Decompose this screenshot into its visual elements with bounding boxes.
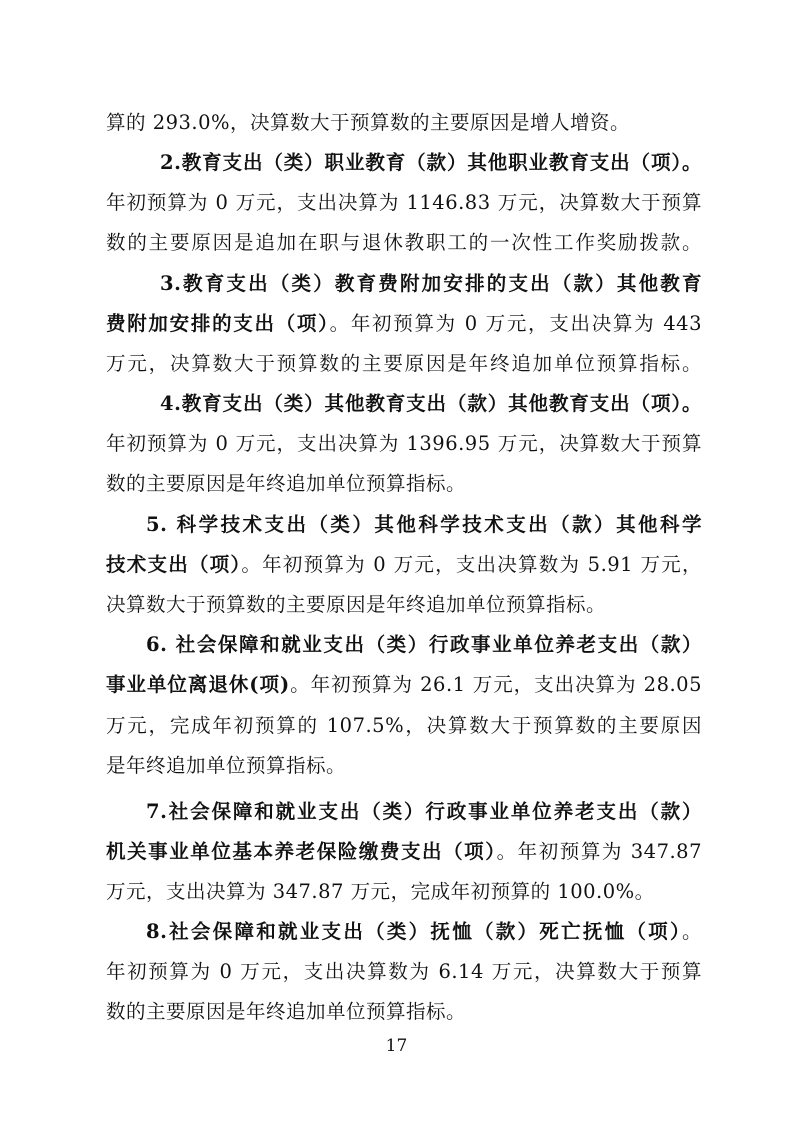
- paragraph-line: 年初预算为 0 万元，支出决算为 1396.95 万元，决算数大于预算: [106, 432, 702, 455]
- paragraph-line: 是年终追加单位预算指标。: [106, 754, 347, 777]
- section-heading-line: 事业单位离退休(项)。年初预算为 26.1 万元，支出决算为 28.05: [106, 673, 702, 696]
- paragraph-line: 年初预算为 0 万元，支出决算为 1146.83 万元，决算数大于预算: [106, 191, 702, 214]
- section-heading-line: 费附加安排的支出（项）。年初预算为 0 万元，支出决算为 443: [106, 312, 702, 335]
- paragraph-line: 算的 293.0%，决算数大于预算数的主要原因是增人增资。: [106, 111, 631, 134]
- paragraph-line: 万元，决算数大于预算数的主要原因是年终追加单位预算指标。: [106, 352, 702, 375]
- section-heading-line: 2.教育支出（类）职业教育（款）其他职业教育支出（项）。: [160, 151, 702, 174]
- section-heading-line: 8.社会保障和就业支出（类）抚恤（款）死亡抚恤（项）。: [146, 920, 702, 943]
- section-heading-line: 4.教育支出（类）其他教育支出（款）其他教育支出（项）。: [160, 392, 702, 415]
- section-heading-line: 3.教育支出（类）教育费附加安排的支出（款）其他教育: [160, 272, 702, 295]
- section-heading-line: 6. 社会保障和就业支出（类）行政事业单位养老支出（款）: [146, 633, 702, 656]
- paragraph-line: 数的主要原因是年终追加单位预算指标。: [106, 472, 467, 495]
- paragraph-line: 万元，完成年初预算的 107.5%，决算数大于预算数的主要原因: [106, 714, 702, 737]
- paragraph-line: 决算数大于预算数的主要原因是年终追加单位预算指标。: [106, 593, 607, 616]
- section-heading-line: 技术支出（项）。年初预算为 0 万元，支出决算数为 5.91 万元，: [106, 553, 702, 576]
- section-heading-line: 7.社会保障和就业支出（类）行政事业单位养老支出（款）: [146, 800, 702, 823]
- section-heading-line: 机关事业单位基本养老保险缴费支出（项）。年初预算为 347.87: [106, 840, 702, 863]
- paragraph-line: 数的主要原因是年终追加单位预算指标。: [106, 1000, 467, 1023]
- paragraph-line: 年初预算为 0 万元，支出决算数为 6.14 万元，决算数大于预算: [106, 960, 702, 983]
- paragraph-line: 万元，支出决算为 347.87 万元，完成年初预算的 100.0%。: [106, 880, 655, 903]
- section-heading-line: 5. 科学技术支出（类）其他科学技术支出（款）其他科学: [146, 513, 702, 536]
- paragraph-line: 数的主要原因是追加在职与退休教职工的一次性工作奖励拨款。: [106, 231, 702, 254]
- page-number: 17: [385, 1036, 408, 1056]
